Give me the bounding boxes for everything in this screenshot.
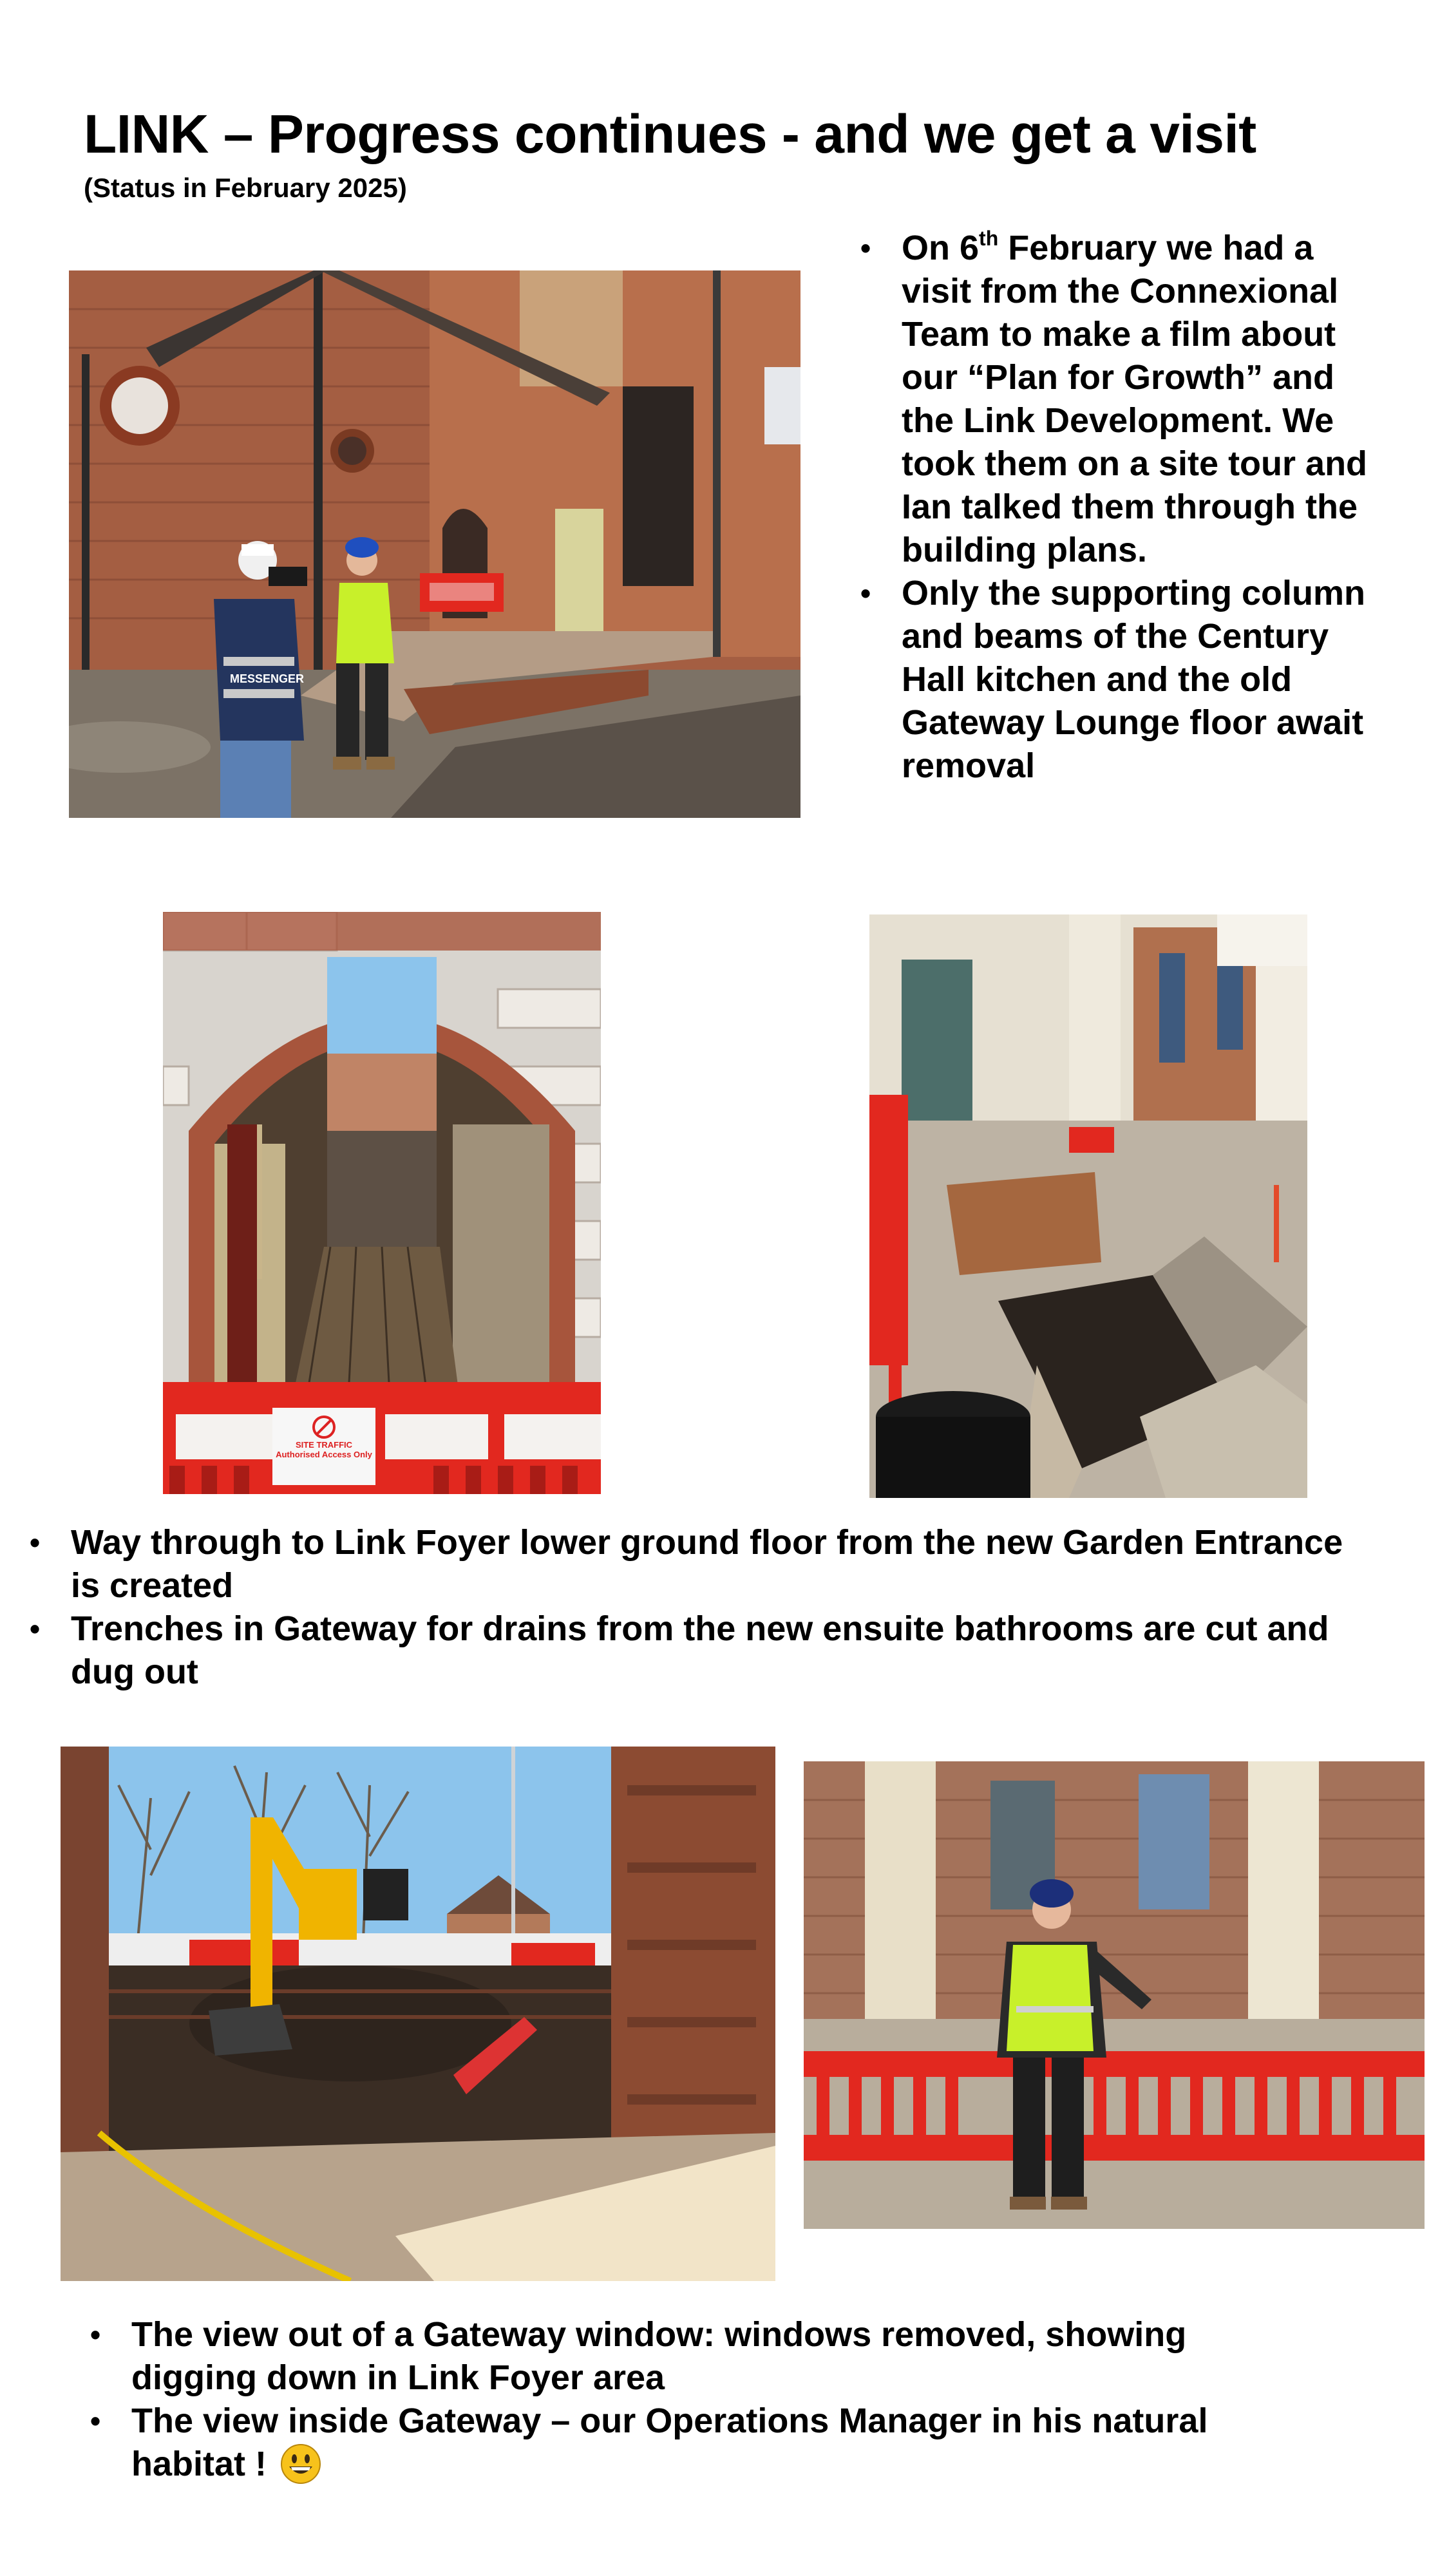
photo-arched-doorway [163, 912, 601, 1494]
photo-operations-manager [804, 1761, 1425, 2229]
bullet-text-removal: Only the supporting column and beams of the Century Hall kitchen and the old Gateway Lounge floor await removal [902, 574, 1365, 785]
bullet-item-window-view [86, 2313, 1310, 2400]
page-subtitle: (Status in February 2025) [84, 173, 407, 203]
site-traffic-sign: SITE TRAFFIC Authorised Access Only [276, 1440, 372, 1459]
bullet-text-window-view: The view out of a Gateway window: windows removed, showing digging down in Link Foyer area [131, 2315, 1187, 2397]
works-bullets [26, 1521, 1346, 1694]
bullet-dot: • [90, 2404, 101, 2438]
bullet-dot: • [860, 231, 871, 265]
photo-window-view [61, 1747, 775, 2281]
bullet-dot: • [860, 576, 871, 610]
superscript-th: th [979, 227, 999, 250]
gateway-bullets [86, 2313, 1310, 2486]
bullet-item-operations-manager [86, 2400, 1310, 2486]
visit-bullets [857, 227, 1391, 788]
bullet-text-way-through: Way through to Link Foyer lower ground floor from the new Garden Entrance is created [71, 1523, 1343, 1605]
bullet-dot: • [90, 2318, 101, 2351]
bullet-dot: • [30, 1526, 41, 1559]
bullet-text-visit-rest: February we had a visit from the Connexional Team to make a film about our “Plan for Growth” and the Link Development. We took them on a site tour and Ian talked them through the building plans. [902, 229, 1368, 569]
bullet-item-way-through [26, 1521, 1346, 1607]
bullet-item-trenches [26, 1607, 1346, 1694]
bullet-dot: • [30, 1612, 41, 1645]
bullet-text-visit-start: On 6 [902, 229, 980, 267]
page-title: LINK – Progress continues - and we get a visit [84, 104, 1256, 164]
vest-text: MESSENGER [230, 672, 305, 685]
photo-trenches [869, 914, 1307, 1498]
photo-film-crew [69, 270, 800, 818]
bullet-item-visit [857, 227, 1391, 572]
bullet-text-trenches: Trenches in Gateway for drains from the new ensuite bathrooms are cut and dug out [71, 1609, 1329, 1691]
bullet-text-operations-manager: The view inside Gateway – our Operations Manager in his natural habitat ! [131, 2401, 1208, 2483]
bullet-item-removal [857, 572, 1391, 788]
grinning-face-icon [280, 2443, 321, 2485]
